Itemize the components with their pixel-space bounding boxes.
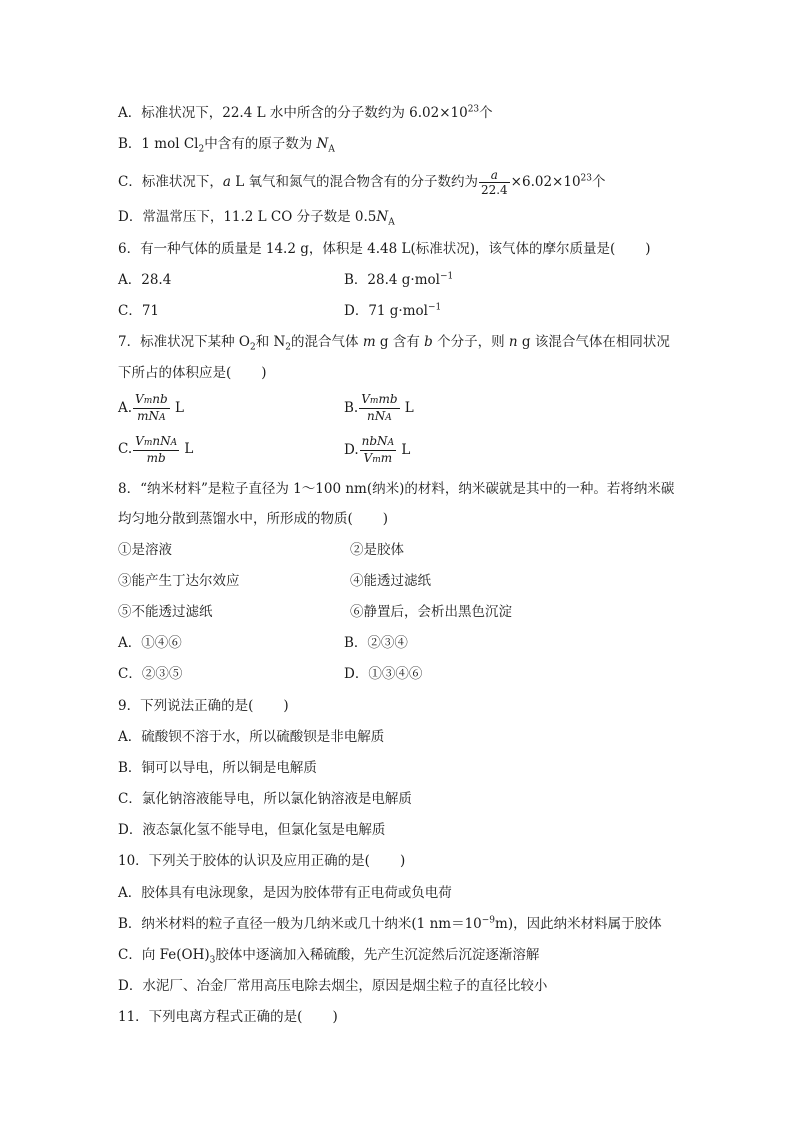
q9-option-c: C．氯化钠溶液能导电，所以氯化钠溶液是电解质 bbox=[118, 791, 412, 807]
q9-option-a: A．硫酸钡不溶于水，所以硫酸钡是非电解质 bbox=[118, 729, 385, 745]
q5-option-d: D．常温常压下，11.2 L CO 分子数是 $0.5N_A$ bbox=[118, 209, 395, 228]
q7-stem-line1: 7．标准状况下某种 $O_2$和 $N_2$的混合气体 m g 含有 b 个分子，则 n g 该混合气体在相同状况 bbox=[118, 334, 670, 353]
q10-option-b: B．纳米材料的粒子直径一般为几纳米或几十纳米(1 $nm=10^{-9}m$)，因此纳米材料属于胶体 bbox=[118, 915, 662, 932]
q7-option-a: A. $\frac{\text{Vmnb}}{\text{mNA}}$ L bbox=[118, 392, 184, 423]
q9-stem: 9．下列说法正确的是( ) bbox=[118, 698, 289, 714]
q9-option-d: D．液态氯化氢不能导电，但氯化氢是电解质 bbox=[118, 822, 386, 838]
q8-option-d: D．①③④⑥ bbox=[344, 666, 423, 682]
q6-option-a: A．28.4 bbox=[118, 272, 172, 288]
q8-statement-6: ⑥静置后，会析出黑色沉淀 bbox=[350, 604, 512, 620]
q7-option-c: C. $\frac{\text{VmnNA}}{mb}$ L bbox=[118, 434, 194, 465]
q5-option-a: A．标准状况下，22.4 L 水中所含的分子数约为 $6.02\times 10^{23}$个 bbox=[118, 104, 493, 121]
q5-option-c: C．标准状况下，a L 氧气和氮气的混合物含有的分子数约为 $\frac{a}{22.4}$ $\times 6.02\times 10^{23}$个 bbox=[118, 168, 606, 197]
q10-option-c: C．向 $Fe(OH)_3$胶体中逐滴加入稀硫酸，先产生沉淀然后沉淀逐渐溶解 bbox=[118, 947, 540, 966]
q10-option-a: A．胶体具有电泳现象，是因为胶体带有正电荷或负电荷 bbox=[118, 885, 452, 901]
q8-statement-1: ①是溶液 bbox=[118, 542, 172, 558]
q9-option-b: B．铜可以导电，所以铜是电解质 bbox=[118, 760, 317, 776]
q7-option-b: B. $\frac{\text{Vmmb}}{\text{nNA}}$ L bbox=[344, 392, 414, 423]
q6-stem: 6．有一种气体的质量是 14.2 g，体积是 4.48 L(标准状况)，该气体的摩尔质量是( ) bbox=[118, 241, 651, 257]
q8-stem-line2: 均匀地分散到蒸馏水中，所形成的物质( ) bbox=[118, 511, 389, 527]
q6-option-c: C．71 bbox=[118, 303, 160, 319]
q8-option-a: A．①④⑥ bbox=[118, 635, 182, 651]
q7-stem-line2: 下所占的体积应是( ) bbox=[118, 365, 267, 381]
q8-statement-4: ④能透过滤纸 bbox=[350, 573, 431, 589]
q6-option-d: D．71 g·mol$^{-1}$ bbox=[344, 302, 442, 319]
q8-stem-line1: 8．“纳米材料”是粒子直径为 1～100 nm(纳米)的材料，纳米碳就是其中的一种。若将纳米碳 bbox=[118, 481, 675, 497]
q8-statement-5: ⑤不能透过滤纸 bbox=[118, 604, 213, 620]
q5-fraction: $\frac{a}{22.4}$ bbox=[480, 168, 508, 197]
q10-option-d: D．水泥厂、冶金厂常用高压电除去烟尘，原因是烟尘粒子的直径比较小 bbox=[118, 978, 548, 994]
q8-statement-3: ③能产生丁达尔效应 bbox=[118, 573, 240, 589]
q8-statement-2: ②是胶体 bbox=[350, 542, 404, 558]
q5-option-b: B．1 mol $Cl_2$中含有的原子数为 $N_A$ bbox=[118, 136, 335, 155]
q8-option-c: C．②③⑤ bbox=[118, 666, 183, 682]
q11-stem: 11．下列电离方程式正确的是( ) bbox=[118, 1009, 338, 1025]
q7-option-d: D. $\frac{\text{nbNA}}{\text{Vmm}}$ L bbox=[344, 434, 411, 465]
q8-option-b: B．②③④ bbox=[344, 635, 408, 651]
q10-stem: 10．下列关于胶体的认识及应用正确的是( ) bbox=[118, 853, 406, 869]
q6-option-b: B．28.4 g·mol$^{-1}$ bbox=[344, 271, 454, 288]
